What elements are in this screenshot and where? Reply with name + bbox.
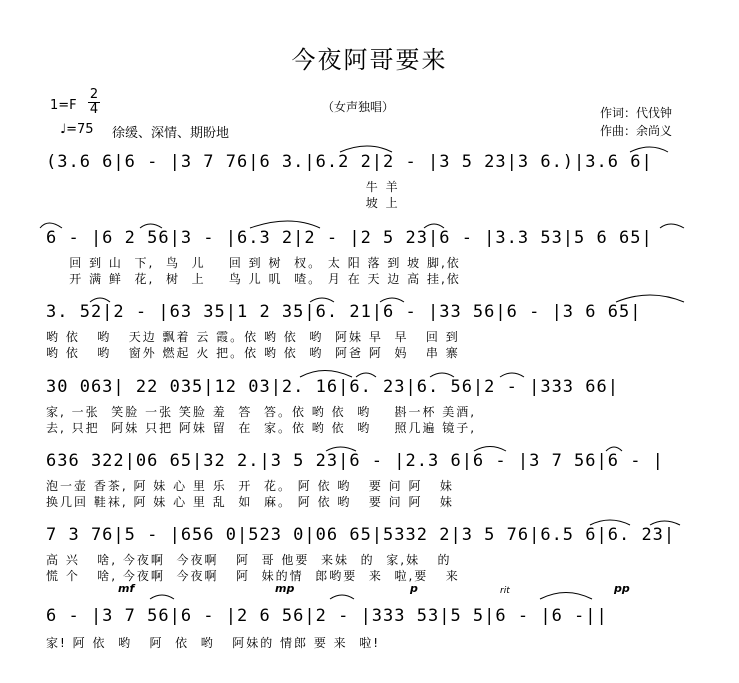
ritardando-mark: rit xyxy=(500,586,510,596)
lyric-line-7a: 家! 阿 依 哟 阿 依 哟 阿妹的 情郎 要 来 啦! xyxy=(46,636,381,649)
lyric-line-5b: 换几回 鞋袜, 阿 妹 心 里 乱 如 麻。 阿 依 哟 要 问 阿 妹 xyxy=(46,495,454,508)
meter-top: 2 xyxy=(89,87,99,102)
key-signature: 1=F xyxy=(50,98,77,113)
lyric-line-2b: 开 满 鲜 花, 树 上 鸟 儿 叽 喳。 月 在 天 边 高 挂,依 xyxy=(46,272,461,285)
dynamic-mf: mf xyxy=(118,582,135,595)
dynamic-p: p xyxy=(410,582,418,595)
lyric-line-2a: 回 到 山 下, 鸟 儿 回 到 树 杈。 太 阳 落 到 坡 脚,依 xyxy=(46,256,461,269)
notation-line-5: 636 322|06 65|32 2.|3 5 23|6 - |2.3 6|6 - |3 7 56|6 - | xyxy=(46,451,664,471)
lyric-line-6b: 慌 个 啥, 今夜啊 今夜啊 阿 妹的情 郎哟要 来 啦,要 来 xyxy=(46,569,460,582)
notation-line-6: 7 3 76|5 - |656 0|523 0|06 65|5332 2|3 5 76|6.5 6|6. 23| xyxy=(46,525,676,545)
notation-line-1: (3.6 6|6 - |3 7 76|6 3.|6.2 2|2 - |3 5 23|3 6.)|3.6 6| xyxy=(46,152,653,172)
notation-line-7: 6 - |3 7 56|6 - |2 6 56|2 - |333 53|5 5|6 - |6 -|| xyxy=(46,606,608,626)
lyric-line-3b: 哟 依 哟 窗外 燃起 火 把。依 哟 依 哟 阿爸 阿 妈 串 寨 xyxy=(46,346,460,359)
lyric-line-4b: 去, 只把 阿妹 只把 阿妹 留 在 家。依 哟 依 哟 照几遍 镜子, xyxy=(46,421,477,434)
notation-line-3: 3. 52|2 - |63 35|1 2 35|6. 21|6 - |33 56|6 - |3 6 65| xyxy=(46,302,642,322)
notation-line-2: 6 - |6 2 56|3 - |6.3 2|2 - |2 5 23|6 - |3.3 53|5 6 65| xyxy=(46,228,653,248)
dynamic-mp: mp xyxy=(275,582,295,595)
lyric-line-5a: 泡一壶 香茶, 阿 妹 心 里 乐 开 花。 阿 依 哟 要 问 阿 妹 xyxy=(46,479,454,492)
lyric-line-4a: 家, 一张 笑脸 一张 笑脸 羞 答 答。依 哟 依 哟 斟一杯 美酒, xyxy=(46,405,477,418)
lyricist-credit: 作词：代伐钟 xyxy=(600,106,673,120)
notation-line-4: 30 063| 22 035|12 03|2. 16|6. 23|6. 56|2 - |333 66| xyxy=(46,377,619,397)
meter-bottom: 4 xyxy=(89,102,99,117)
tempo-marking: ♩=75 xyxy=(60,122,94,137)
performance-note: （女声独唱） xyxy=(322,100,395,114)
composer-credit: 作曲：余尚义 xyxy=(600,124,673,138)
lyric-line-1b: 坡 上 xyxy=(46,196,400,209)
dynamic-pp: pp xyxy=(614,582,630,595)
lyric-line-6a: 高 兴 啥, 今夜啊 今夜啊 阿 哥 他要 来妹 的 家,妹 的 xyxy=(46,553,452,566)
lyric-line-3a: 哟 依 哟 天边 飘着 云 霞。依 哟 依 哟 阿妹 早 早 回 到 xyxy=(46,330,460,343)
expression-marking: 徐缓、深情、期盼地 xyxy=(112,126,230,141)
song-title: 今夜阿哥要来 xyxy=(291,46,448,74)
lyric-line-1a: 牛 羊 xyxy=(46,180,400,193)
